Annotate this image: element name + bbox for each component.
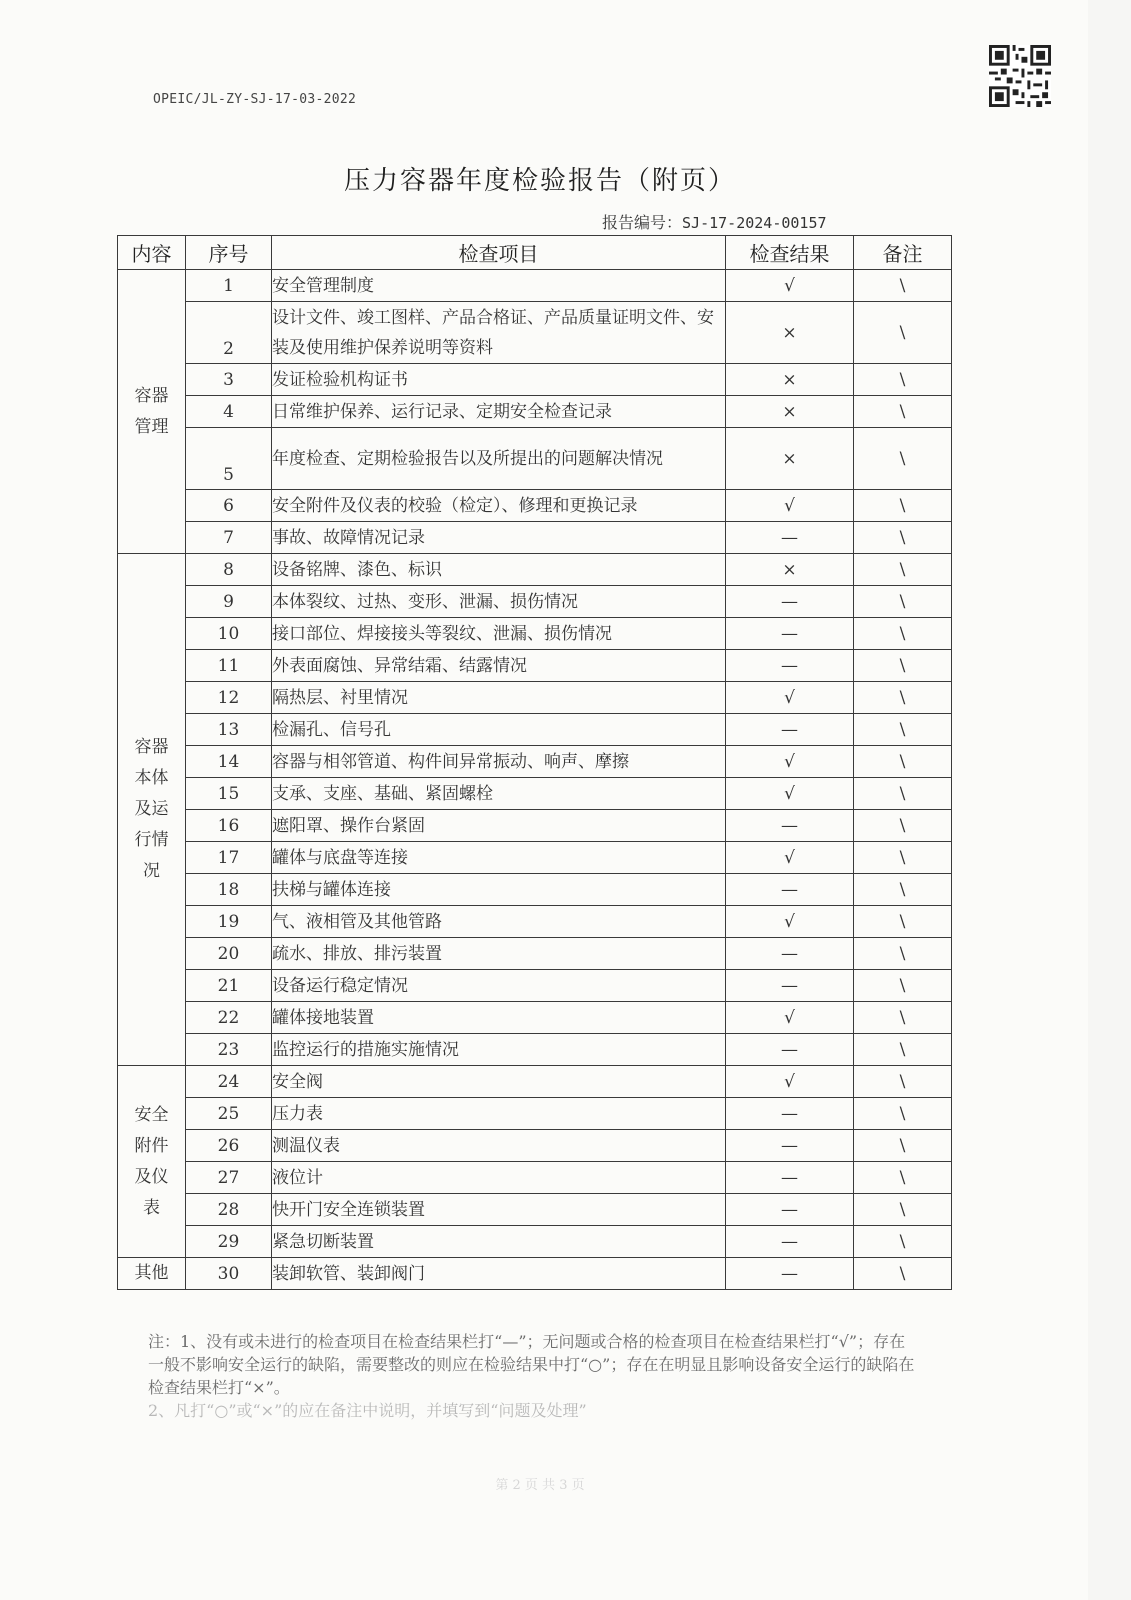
table-row	[118, 1066, 952, 1098]
remark-cell: \	[854, 1130, 952, 1162]
result-cell: √	[726, 490, 854, 522]
category-label-line: 况	[143, 861, 160, 881]
remark-cell: \	[854, 554, 952, 586]
table-row	[118, 1034, 952, 1066]
table-row	[118, 618, 952, 650]
remark-cell: \	[854, 302, 952, 364]
category-label-line: 容器	[134, 385, 169, 406]
remark-cell: \	[854, 970, 952, 1002]
result-cell: √	[726, 778, 854, 810]
result-cell: —	[726, 1194, 854, 1226]
table-row	[118, 874, 952, 906]
result-cell: —	[726, 1130, 854, 1162]
seq-cell: 13	[186, 714, 272, 746]
result-cell: √	[726, 842, 854, 874]
remark-cell: \	[854, 270, 952, 302]
table-row	[118, 778, 952, 810]
table-row	[118, 1162, 952, 1194]
remark-cell: \	[854, 1098, 952, 1130]
category-label-line: 其他	[134, 1263, 169, 1283]
table-row	[118, 906, 952, 938]
table-row	[118, 270, 952, 302]
seq-cell: 12	[186, 682, 272, 714]
category-label-line: 安全	[134, 1104, 169, 1125]
result-cell: —	[726, 938, 854, 970]
item-cell: 日常维护保养、运行记录、定期安全检查记录	[272, 396, 726, 428]
item-cell: 遮阳罩、操作台紧固	[272, 810, 726, 842]
table-row	[118, 428, 952, 490]
result-cell: —	[726, 1226, 854, 1258]
page-number: 第 2 页 共 3 页	[495, 1478, 585, 1493]
item-cell: 隔热层、衬里情况	[272, 682, 726, 714]
seq-cell: 21	[186, 970, 272, 1002]
page-title: 压力容器年度检验报告（附页）	[343, 166, 736, 196]
table-row	[118, 1194, 952, 1226]
seq-cell: 1	[186, 270, 272, 302]
remark-cell: \	[854, 490, 952, 522]
category-cell	[118, 554, 186, 1066]
table-row	[118, 1002, 952, 1034]
table-row	[118, 1098, 952, 1130]
item-cell: 支承、支座、基础、紧固螺栓	[272, 778, 726, 810]
seq-cell: 5	[186, 428, 272, 490]
remark-cell: \	[854, 842, 952, 874]
seq-cell: 4	[186, 396, 272, 428]
result-cell: —	[726, 810, 854, 842]
item-cell: 设备铭牌、漆色、标识	[272, 554, 726, 586]
remark-cell: \	[854, 1226, 952, 1258]
category-label-line: 行情	[134, 830, 169, 850]
seq-cell: 23	[186, 1034, 272, 1066]
result-cell: ×	[726, 428, 854, 490]
table-row	[118, 682, 952, 714]
seq-cell: 30	[186, 1258, 272, 1290]
table-row	[118, 396, 952, 428]
seq-cell: 27	[186, 1162, 272, 1194]
remark-cell: \	[854, 874, 952, 906]
result-cell: ×	[726, 554, 854, 586]
table-row	[118, 490, 952, 522]
scan-edge	[1088, 0, 1131, 1600]
seq-cell: 3	[186, 364, 272, 396]
table-row	[118, 1130, 952, 1162]
result-cell: —	[726, 522, 854, 554]
item-cell: 安全阀	[272, 1066, 726, 1098]
result-cell: —	[726, 970, 854, 1002]
item-cell: 装卸软管、装卸阀门	[272, 1258, 726, 1290]
seq-cell: 9	[186, 586, 272, 618]
seq-cell: 29	[186, 1226, 272, 1258]
header-category: 内容	[118, 236, 186, 270]
category-label-line: 本体	[134, 768, 169, 788]
seq-cell: 20	[186, 938, 272, 970]
table-row	[118, 364, 952, 396]
category-cell	[118, 1258, 186, 1290]
seq-cell: 24	[186, 1066, 272, 1098]
item-cell: 罐体接地装置	[272, 1002, 726, 1034]
seq-cell: 10	[186, 618, 272, 650]
item-cell: 紧急切断装置	[272, 1226, 726, 1258]
header-result: 检查结果	[726, 236, 854, 270]
remark-cell: \	[854, 618, 952, 650]
result-cell: √	[726, 682, 854, 714]
seq-cell: 8	[186, 554, 272, 586]
category-label-line: 附件	[134, 1135, 169, 1156]
remark-cell: \	[854, 938, 952, 970]
item-cell: 设计文件、竣工图样、产品合格证、产品质量证明文件、安装及使用维护保养说明等资料	[272, 302, 726, 364]
result-cell: —	[726, 586, 854, 618]
remark-cell: \	[854, 1066, 952, 1098]
result-cell: —	[726, 1034, 854, 1066]
item-cell: 外表面腐蚀、异常结霜、结露情况	[272, 650, 726, 682]
table-row	[118, 938, 952, 970]
header-remark: 备注	[854, 236, 952, 270]
item-cell: 检漏孔、信号孔	[272, 714, 726, 746]
table-row	[118, 810, 952, 842]
result-cell: —	[726, 714, 854, 746]
seq-cell: 18	[186, 874, 272, 906]
item-cell: 测温仪表	[272, 1130, 726, 1162]
note-2: 2、凡打“○”或“×”的应在备注中说明，并填写到“问题及处理”	[148, 1401, 587, 1420]
table-row	[118, 842, 952, 874]
item-cell: 安全管理制度	[272, 270, 726, 302]
table-row	[118, 302, 952, 364]
item-cell: 发证检验机构证书	[272, 364, 726, 396]
table-row	[118, 746, 952, 778]
remark-cell: \	[854, 746, 952, 778]
table-row	[118, 970, 952, 1002]
result-cell: √	[726, 1002, 854, 1034]
category-label-line: 管理	[134, 416, 169, 437]
item-cell: 液位计	[272, 1162, 726, 1194]
table-row	[118, 1258, 952, 1290]
item-cell: 容器与相邻管道、构件间异常振动、响声、摩擦	[272, 746, 726, 778]
seq-cell: 17	[186, 842, 272, 874]
category-label-line: 表	[143, 1197, 160, 1218]
seq-cell: 19	[186, 906, 272, 938]
item-cell: 设备运行稳定情况	[272, 970, 726, 1002]
seq-cell: 7	[186, 522, 272, 554]
remark-cell: \	[854, 1258, 952, 1290]
item-cell: 快开门安全连锁装置	[272, 1194, 726, 1226]
result-cell: ×	[726, 396, 854, 428]
seq-cell: 16	[186, 810, 272, 842]
remark-cell: \	[854, 1034, 952, 1066]
remark-cell: \	[854, 682, 952, 714]
header-seq: 序号	[186, 236, 272, 270]
category-cell	[118, 270, 186, 554]
remark-cell: \	[854, 396, 952, 428]
remark-cell: \	[854, 1162, 952, 1194]
result-cell: —	[726, 1098, 854, 1130]
table-row	[118, 554, 952, 586]
result-cell: ×	[726, 364, 854, 396]
inspection-table	[117, 235, 952, 1290]
remark-cell: \	[854, 906, 952, 938]
category-label-line: 容器	[134, 737, 169, 757]
item-cell: 年度检查、定期检验报告以及所提出的问题解决情况	[272, 428, 726, 490]
item-cell: 扶梯与罐体连接	[272, 874, 726, 906]
seq-cell: 11	[186, 650, 272, 682]
item-cell: 安全附件及仪表的校验（检定）、修理和更换记录	[272, 490, 726, 522]
note-1: 注：1、没有或未进行的检查项目在检查结果栏打“—”；无问题或合格的检查项目在检查结果栏打“√”；存在一般不影响安全运行的缺陷，需要整改的则应在检验结果中打“○”；存在在明显且影响设备安全运行的缺陷在检查结果栏打“×”。	[148, 1332, 915, 1397]
category-label-line: 及运	[134, 799, 169, 819]
seq-cell: 22	[186, 1002, 272, 1034]
table-row	[118, 522, 952, 554]
report-number-label: 报告编号：	[602, 213, 683, 232]
result-cell: —	[726, 1162, 854, 1194]
remark-cell: \	[854, 650, 952, 682]
table-row	[118, 650, 952, 682]
remark-cell: \	[854, 778, 952, 810]
document-code: OPEIC/JL-ZY-SJ-17-03-2022	[153, 92, 357, 107]
item-cell: 气、液相管及其他管路	[272, 906, 726, 938]
table-header-row	[118, 236, 952, 270]
table-row	[118, 1226, 952, 1258]
item-cell: 监控运行的措施实施情况	[272, 1034, 726, 1066]
remark-cell: \	[854, 1194, 952, 1226]
remark-cell: \	[854, 810, 952, 842]
report-number-value: SJ-17-2024-00157	[682, 214, 827, 232]
category-label-line: 及仪	[134, 1166, 169, 1187]
result-cell: √	[726, 746, 854, 778]
result-cell: √	[726, 270, 854, 302]
item-cell: 疏水、排放、排污装置	[272, 938, 726, 970]
seq-cell: 2	[186, 302, 272, 364]
seq-cell: 28	[186, 1194, 272, 1226]
seq-cell: 14	[186, 746, 272, 778]
remark-cell: \	[854, 428, 952, 490]
item-cell: 事故、故障情况记录	[272, 522, 726, 554]
item-cell: 压力表	[272, 1098, 726, 1130]
result-cell: —	[726, 1258, 854, 1290]
item-cell: 本体裂纹、过热、变形、泄漏、损伤情况	[272, 586, 726, 618]
table-row	[118, 714, 952, 746]
remark-cell: \	[854, 364, 952, 396]
item-cell: 罐体与底盘等连接	[272, 842, 726, 874]
result-cell: —	[726, 618, 854, 650]
remark-cell: \	[854, 586, 952, 618]
remark-cell: \	[854, 1002, 952, 1034]
remark-cell: \	[854, 522, 952, 554]
remark-cell: \	[854, 714, 952, 746]
report-number	[602, 210, 827, 233]
seq-cell: 26	[186, 1130, 272, 1162]
result-cell: —	[726, 650, 854, 682]
seq-cell: 25	[186, 1098, 272, 1130]
table-row	[118, 586, 952, 618]
item-cell: 接口部位、焊接接头等裂纹、泄漏、损伤情况	[272, 618, 726, 650]
result-cell: √	[726, 906, 854, 938]
notes	[148, 1330, 918, 1422]
category-cell	[118, 1066, 186, 1258]
result-cell: ×	[726, 302, 854, 364]
result-cell: —	[726, 874, 854, 906]
seq-cell: 6	[186, 490, 272, 522]
result-cell: √	[726, 1066, 854, 1098]
header-item: 检查项目	[272, 236, 726, 270]
seq-cell: 15	[186, 778, 272, 810]
qr-code-icon	[989, 45, 1051, 107]
